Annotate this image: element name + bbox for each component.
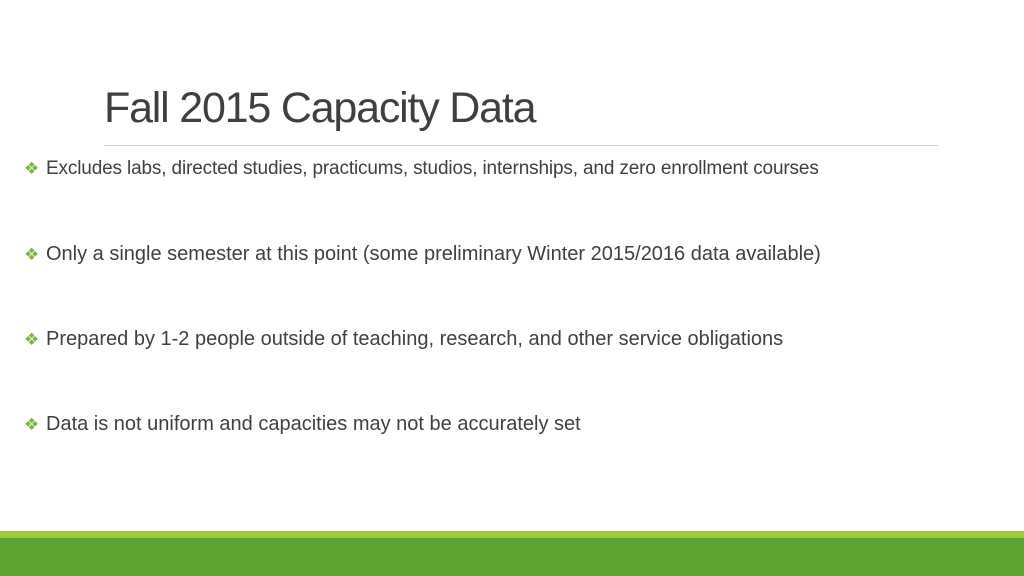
bullet-text: Only a single semester at this point (some preliminary Winter 2015/2016 data available) <box>46 243 821 265</box>
bullet-text: Data is not uniform and capacities may not be accurately set <box>46 413 581 435</box>
diamond-bullet-icon: ❖ <box>24 159 40 179</box>
diamond-bullet-icon: ❖ <box>24 329 40 350</box>
slide-title: Fall 2015 Capacity Data <box>104 84 536 132</box>
bullet-item <box>24 243 821 266</box>
diamond-bullet-icon: ❖ <box>24 244 40 265</box>
title-divider <box>104 145 938 146</box>
bullet-text: Prepared by 1-2 people outside of teaching, research, and other service obligations <box>46 328 784 350</box>
bullet-text: Excludes labs, directed studies, practicums, studios, internships, and zero enrollment courses <box>46 158 819 179</box>
bullet-item <box>24 328 783 351</box>
footer-bar <box>0 538 1024 576</box>
bullet-item <box>24 158 819 180</box>
bullet-item <box>24 413 581 436</box>
diamond-bullet-icon: ❖ <box>24 414 40 435</box>
footer-accent-stripe <box>0 531 1024 538</box>
